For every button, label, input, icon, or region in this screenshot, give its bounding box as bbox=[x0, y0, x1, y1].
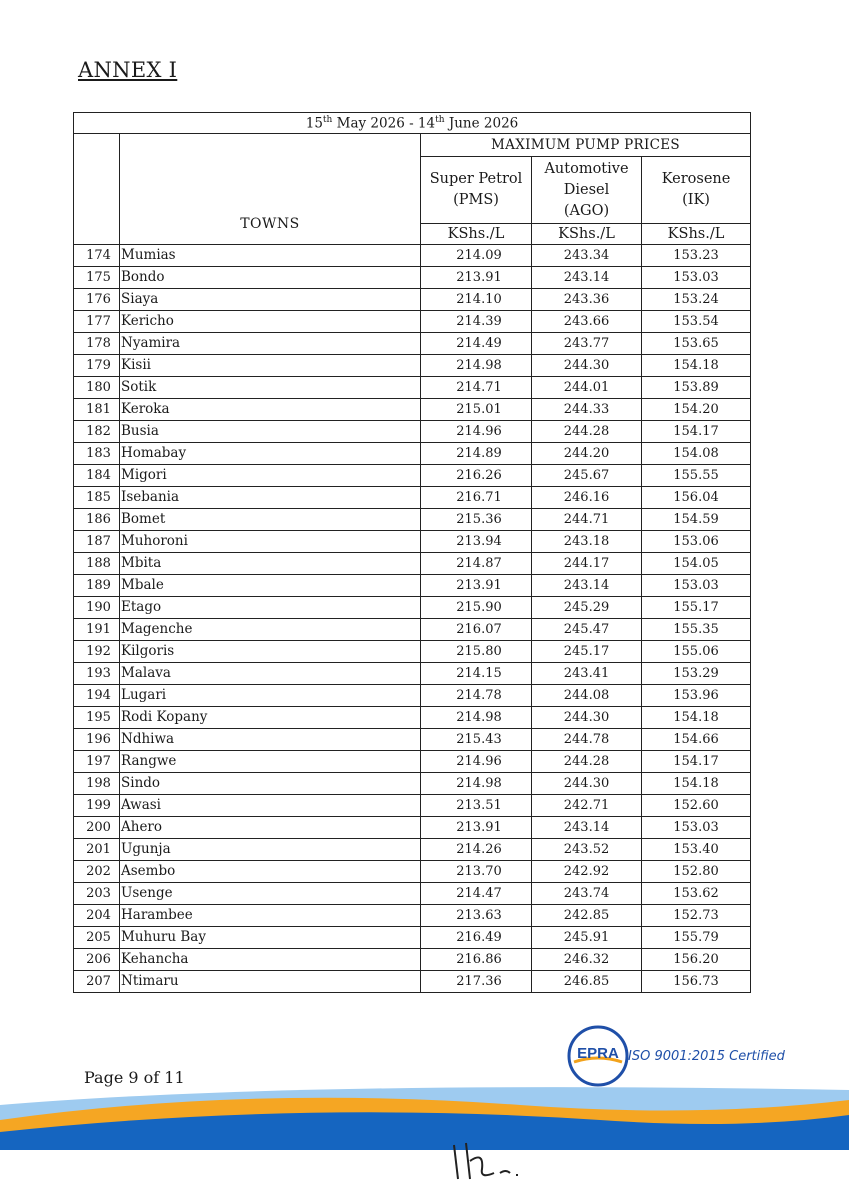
table-row bbox=[74, 421, 751, 443]
table-row bbox=[74, 817, 751, 839]
table-row bbox=[74, 245, 751, 267]
row-number: 180 bbox=[74, 377, 120, 399]
ik-column-header bbox=[642, 157, 751, 224]
pms-price: 214.71 bbox=[421, 377, 532, 399]
table-row bbox=[74, 597, 751, 619]
pms-price: 214.96 bbox=[421, 421, 532, 443]
town-name: Bomet bbox=[120, 509, 421, 531]
ik-price: 154.17 bbox=[642, 751, 751, 773]
pms-unit: KShs./L bbox=[421, 224, 532, 245]
town-name: Kilgoris bbox=[120, 641, 421, 663]
ago-price: 243.14 bbox=[532, 575, 642, 597]
pms-name: Super Petrol bbox=[429, 171, 523, 187]
ago-price: 243.14 bbox=[532, 267, 642, 289]
town-name: Malava bbox=[120, 663, 421, 685]
town-name: Magenche bbox=[120, 619, 421, 641]
ik-price: 154.18 bbox=[642, 355, 751, 377]
pms-price: 214.98 bbox=[421, 773, 532, 795]
table-row bbox=[74, 773, 751, 795]
ik-price: 153.40 bbox=[642, 839, 751, 861]
ago-price: 245.67 bbox=[532, 465, 642, 487]
ago-price: 243.36 bbox=[532, 289, 642, 311]
table-row bbox=[74, 355, 751, 377]
table-row bbox=[74, 619, 751, 641]
ago-price: 246.16 bbox=[532, 487, 642, 509]
pms-price: 215.43 bbox=[421, 729, 532, 751]
ik-price: 155.35 bbox=[642, 619, 751, 641]
pms-price: 214.87 bbox=[421, 553, 532, 575]
ik-price: 153.62 bbox=[642, 883, 751, 905]
ago-price: 244.01 bbox=[532, 377, 642, 399]
town-name: Mbita bbox=[120, 553, 421, 575]
town-name: Asembo bbox=[120, 861, 421, 883]
ago-price: 242.71 bbox=[532, 795, 642, 817]
row-number: 199 bbox=[74, 795, 120, 817]
town-name: Lugari bbox=[120, 685, 421, 707]
ik-price: 153.29 bbox=[642, 663, 751, 685]
table-row bbox=[74, 839, 751, 861]
table-row bbox=[74, 663, 751, 685]
ik-price: 153.65 bbox=[642, 333, 751, 355]
ago-price: 244.28 bbox=[532, 751, 642, 773]
pms-price: 213.91 bbox=[421, 575, 532, 597]
ago-price: 243.41 bbox=[532, 663, 642, 685]
town-name: Sindo bbox=[120, 773, 421, 795]
row-number: 176 bbox=[74, 289, 120, 311]
table-row bbox=[74, 443, 751, 465]
ik-price: 154.08 bbox=[642, 443, 751, 465]
table-row bbox=[74, 267, 751, 289]
handwritten-signature bbox=[440, 1135, 540, 1185]
ik-price: 153.24 bbox=[642, 289, 751, 311]
pms-price: 214.98 bbox=[421, 707, 532, 729]
ik-price: 154.05 bbox=[642, 553, 751, 575]
row-number: 193 bbox=[74, 663, 120, 685]
town-name: Migori bbox=[120, 465, 421, 487]
pms-price: 214.10 bbox=[421, 289, 532, 311]
pms-price: 213.63 bbox=[421, 905, 532, 927]
row-number: 183 bbox=[74, 443, 120, 465]
row-number: 201 bbox=[74, 839, 120, 861]
row-number: 207 bbox=[74, 971, 120, 993]
town-name: Mumias bbox=[120, 245, 421, 267]
ik-price: 155.17 bbox=[642, 597, 751, 619]
row-number: 205 bbox=[74, 927, 120, 949]
table-row bbox=[74, 531, 751, 553]
ago-name-line1: Automotive bbox=[544, 160, 629, 177]
table-row bbox=[74, 553, 751, 575]
pms-price: 214.96 bbox=[421, 751, 532, 773]
ago-price: 244.33 bbox=[532, 399, 642, 421]
ago-price: 244.78 bbox=[532, 729, 642, 751]
row-number: 196 bbox=[74, 729, 120, 751]
town-name: Homabay bbox=[120, 443, 421, 465]
ago-price: 243.52 bbox=[532, 839, 642, 861]
row-number: 188 bbox=[74, 553, 120, 575]
ik-price: 156.04 bbox=[642, 487, 751, 509]
ik-price: 153.06 bbox=[642, 531, 751, 553]
town-name: Ntimaru bbox=[120, 971, 421, 993]
pms-price: 216.86 bbox=[421, 949, 532, 971]
ago-price: 243.18 bbox=[532, 531, 642, 553]
pms-column-header bbox=[421, 157, 532, 224]
ago-unit: KShs./L bbox=[532, 224, 642, 245]
ago-price: 244.30 bbox=[532, 355, 642, 377]
row-number: 191 bbox=[74, 619, 120, 641]
town-name: Busia bbox=[120, 421, 421, 443]
town-name: Harambee bbox=[120, 905, 421, 927]
pms-code: (PMS) bbox=[453, 192, 499, 208]
ik-price: 154.18 bbox=[642, 707, 751, 729]
ik-price: 156.20 bbox=[642, 949, 751, 971]
pms-price: 215.36 bbox=[421, 509, 532, 531]
ago-price: 246.85 bbox=[532, 971, 642, 993]
row-number: 181 bbox=[74, 399, 120, 421]
row-number: 204 bbox=[74, 905, 120, 927]
ago-price: 244.08 bbox=[532, 685, 642, 707]
ago-column-header bbox=[532, 157, 642, 224]
pms-price: 214.09 bbox=[421, 245, 532, 267]
pms-price: 214.47 bbox=[421, 883, 532, 905]
ago-price: 245.29 bbox=[532, 597, 642, 619]
pms-price: 216.07 bbox=[421, 619, 532, 641]
row-number: 189 bbox=[74, 575, 120, 597]
ik-unit: KShs./L bbox=[642, 224, 751, 245]
ago-name-line2: Diesel bbox=[563, 181, 610, 198]
pms-price: 217.36 bbox=[421, 971, 532, 993]
row-number: 198 bbox=[74, 773, 120, 795]
pms-price: 214.39 bbox=[421, 311, 532, 333]
table-row bbox=[74, 289, 751, 311]
footer-wave-decoration bbox=[0, 1080, 849, 1150]
ik-price: 153.03 bbox=[642, 817, 751, 839]
ik-code: (IK) bbox=[682, 192, 710, 208]
town-name: Bondo bbox=[120, 267, 421, 289]
row-number: 197 bbox=[74, 751, 120, 773]
town-name: Ahero bbox=[120, 817, 421, 839]
row-number: 187 bbox=[74, 531, 120, 553]
town-name: Rodi Kopany bbox=[120, 707, 421, 729]
town-name: Kericho bbox=[120, 311, 421, 333]
row-number: 190 bbox=[74, 597, 120, 619]
town-name: Keroka bbox=[120, 399, 421, 421]
pms-price: 214.98 bbox=[421, 355, 532, 377]
ago-price: 242.92 bbox=[532, 861, 642, 883]
table-row bbox=[74, 949, 751, 971]
ago-price: 244.30 bbox=[532, 707, 642, 729]
table-row bbox=[74, 971, 751, 993]
pms-price: 214.26 bbox=[421, 839, 532, 861]
row-number: 200 bbox=[74, 817, 120, 839]
table-row bbox=[74, 751, 751, 773]
towns-column-header: TOWNS bbox=[120, 134, 421, 245]
ik-price: 154.66 bbox=[642, 729, 751, 751]
iso-certification-text: ISO 9001:2015 Certified bbox=[628, 1049, 785, 1064]
pms-price: 214.49 bbox=[421, 333, 532, 355]
table-row bbox=[74, 861, 751, 883]
page-number: Page 9 of 11 bbox=[84, 1068, 185, 1087]
town-name: Awasi bbox=[120, 795, 421, 817]
town-name: Etago bbox=[120, 597, 421, 619]
epra-logo-text: EPRA bbox=[577, 1045, 619, 1062]
ik-price: 152.73 bbox=[642, 905, 751, 927]
ik-price: 154.20 bbox=[642, 399, 751, 421]
ago-price: 243.77 bbox=[532, 333, 642, 355]
pms-price: 213.91 bbox=[421, 267, 532, 289]
pms-price: 213.51 bbox=[421, 795, 532, 817]
table-row bbox=[74, 509, 751, 531]
ago-price: 243.74 bbox=[532, 883, 642, 905]
row-number: 195 bbox=[74, 707, 120, 729]
pms-price: 214.78 bbox=[421, 685, 532, 707]
pms-price: 213.94 bbox=[421, 531, 532, 553]
row-number: 206 bbox=[74, 949, 120, 971]
table-row bbox=[74, 927, 751, 949]
ago-price: 246.32 bbox=[532, 949, 642, 971]
town-name: Muhuru Bay bbox=[120, 927, 421, 949]
town-name: Kehancha bbox=[120, 949, 421, 971]
row-number: 182 bbox=[74, 421, 120, 443]
pms-price: 213.91 bbox=[421, 817, 532, 839]
ik-price: 153.03 bbox=[642, 267, 751, 289]
ago-price: 243.14 bbox=[532, 817, 642, 839]
ik-price: 152.80 bbox=[642, 861, 751, 883]
pms-price: 214.15 bbox=[421, 663, 532, 685]
pms-price: 215.90 bbox=[421, 597, 532, 619]
table-row bbox=[74, 465, 751, 487]
ago-price: 244.71 bbox=[532, 509, 642, 531]
ago-price: 245.91 bbox=[532, 927, 642, 949]
ago-price: 244.17 bbox=[532, 553, 642, 575]
pms-price: 216.49 bbox=[421, 927, 532, 949]
ik-price: 155.55 bbox=[642, 465, 751, 487]
row-number: 178 bbox=[74, 333, 120, 355]
table-row bbox=[74, 399, 751, 421]
ik-price: 154.18 bbox=[642, 773, 751, 795]
ik-price: 156.73 bbox=[642, 971, 751, 993]
epra-logo-icon bbox=[566, 1024, 630, 1088]
ago-price: 242.85 bbox=[532, 905, 642, 927]
ik-price: 153.23 bbox=[642, 245, 751, 267]
row-number: 185 bbox=[74, 487, 120, 509]
town-name: Nyamira bbox=[120, 333, 421, 355]
ik-price: 152.60 bbox=[642, 795, 751, 817]
row-number: 186 bbox=[74, 509, 120, 531]
row-number: 174 bbox=[74, 245, 120, 267]
table-row bbox=[74, 487, 751, 509]
row-number: 194 bbox=[74, 685, 120, 707]
ik-price: 153.03 bbox=[642, 575, 751, 597]
pms-price: 216.26 bbox=[421, 465, 532, 487]
pms-price: 213.70 bbox=[421, 861, 532, 883]
town-name: Ndhiwa bbox=[120, 729, 421, 751]
town-name: Ugunja bbox=[120, 839, 421, 861]
ago-price: 243.34 bbox=[532, 245, 642, 267]
town-name: Isebania bbox=[120, 487, 421, 509]
table-row bbox=[74, 575, 751, 597]
row-number: 179 bbox=[74, 355, 120, 377]
table-row bbox=[74, 795, 751, 817]
ago-price: 245.47 bbox=[532, 619, 642, 641]
ago-price: 244.28 bbox=[532, 421, 642, 443]
ik-price: 154.17 bbox=[642, 421, 751, 443]
ik-price: 155.06 bbox=[642, 641, 751, 663]
table-row bbox=[74, 641, 751, 663]
town-name: Mbale bbox=[120, 575, 421, 597]
ago-price: 244.30 bbox=[532, 773, 642, 795]
period-header: 15th May 2026 - 14th June 2026 bbox=[74, 113, 751, 134]
ik-price: 153.54 bbox=[642, 311, 751, 333]
ago-price: 245.17 bbox=[532, 641, 642, 663]
pump-prices-table bbox=[73, 112, 751, 993]
table-row bbox=[74, 707, 751, 729]
ago-price: 244.20 bbox=[532, 443, 642, 465]
ik-price: 153.89 bbox=[642, 377, 751, 399]
ago-code: (AGO) bbox=[563, 202, 610, 219]
pms-price: 215.80 bbox=[421, 641, 532, 663]
table-row bbox=[74, 377, 751, 399]
town-name: Rangwe bbox=[120, 751, 421, 773]
town-name: Siaya bbox=[120, 289, 421, 311]
table-row bbox=[74, 883, 751, 905]
town-name: Sotik bbox=[120, 377, 421, 399]
table-row bbox=[74, 905, 751, 927]
row-number: 184 bbox=[74, 465, 120, 487]
table-row bbox=[74, 685, 751, 707]
row-number: 177 bbox=[74, 311, 120, 333]
row-number: 192 bbox=[74, 641, 120, 663]
town-name: Kisii bbox=[120, 355, 421, 377]
ik-price: 155.79 bbox=[642, 927, 751, 949]
pms-price: 216.71 bbox=[421, 487, 532, 509]
pms-price: 215.01 bbox=[421, 399, 532, 421]
town-name: Muhoroni bbox=[120, 531, 421, 553]
table-row bbox=[74, 333, 751, 355]
town-name: Usenge bbox=[120, 883, 421, 905]
ago-price: 243.66 bbox=[532, 311, 642, 333]
row-number: 202 bbox=[74, 861, 120, 883]
row-number: 175 bbox=[74, 267, 120, 289]
ik-name: Kerosene bbox=[661, 171, 731, 187]
pms-price: 214.89 bbox=[421, 443, 532, 465]
table-row bbox=[74, 311, 751, 333]
max-pump-prices-header: MAXIMUM PUMP PRICES bbox=[421, 134, 751, 157]
ik-price: 154.59 bbox=[642, 509, 751, 531]
number-column-header bbox=[74, 134, 120, 245]
annex-title: ANNEX I bbox=[78, 58, 178, 82]
table-body bbox=[74, 245, 751, 993]
ik-price: 153.96 bbox=[642, 685, 751, 707]
table-row bbox=[74, 729, 751, 751]
row-number: 203 bbox=[74, 883, 120, 905]
